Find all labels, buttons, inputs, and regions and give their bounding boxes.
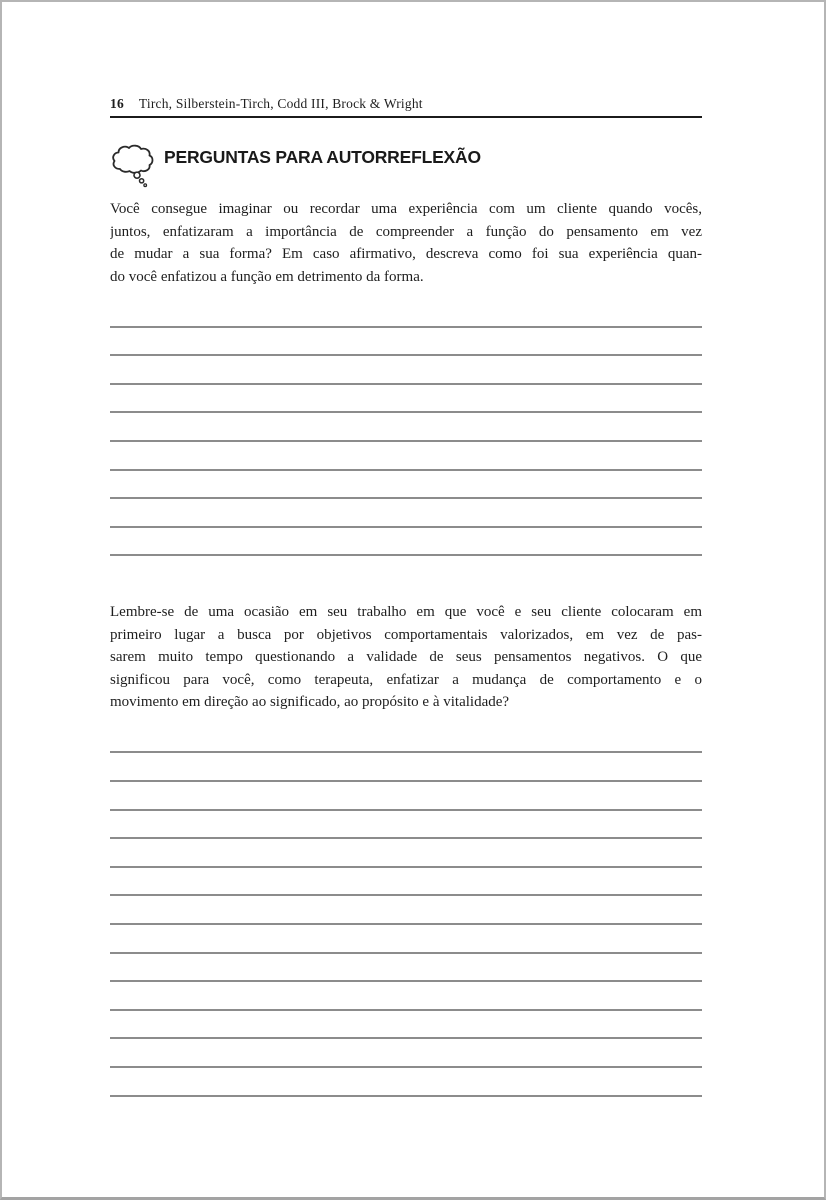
paragraph-line: movimento em direção ao significado, ao propósito e à vitalidade? [110,694,510,711]
question-paragraph [110,601,702,714]
running-title: Tirch, Silberstein-Tirch, Codd III, Brock & Wright [138,96,423,111]
answer-writing-line [110,471,702,500]
paragraph-line: Lembre-se de uma ocasião em seu trabalho em que você e seu cliente colocaram em [110,604,702,621]
answer-writing-line [110,725,702,754]
answer-lines-block [110,299,702,556]
paragraph-line: primeiro lugar a busca por objetivos comportamentais valorizados, em vez de pas- [110,626,702,643]
answer-writing-line [110,753,702,782]
answer-writing-line [110,1039,702,1068]
thought-bubble-icon [110,142,156,188]
paragraph-line: sarem muito tempo questionando a validade de seus pensamentos negativos. O que [110,649,702,666]
answer-writing-line [110,925,702,954]
answer-writing-line [110,528,702,557]
answer-writing-line [110,839,702,868]
answer-writing-line [110,896,702,925]
page-number: 16 [110,96,124,111]
page-content [110,2,702,1097]
answer-writing-line [110,328,702,357]
answer-writing-line [110,356,702,385]
answer-writing-line [110,982,702,1011]
answer-writing-line [110,954,702,983]
answer-writing-line [110,782,702,811]
paragraph-line: Você consegue imaginar ou recordar uma experiência com um cliente quando vocês, [110,201,702,217]
answer-writing-line [110,499,702,528]
section-title: PERGUNTAS PARA AUTORREFLEXÃO [164,147,481,167]
answer-lines-block [110,725,702,1097]
answer-writing-line [110,868,702,897]
paragraph-line: juntos, enfatizaram a importância de compreender a função do pensamento em vez [110,223,702,240]
question-paragraph [110,198,702,288]
answer-writing-line [110,413,702,442]
answer-writing-line [110,1068,702,1097]
answer-writing-line [110,1011,702,1040]
paragraph-line: significou para você, como terapeuta, enfatizar a mudança de comportamento e o [110,671,702,688]
paragraph-line: de mudar a sua forma? Em caso afirmativo, descreva como foi sua experiência quan- [110,246,702,262]
section-heading [110,142,702,188]
answer-writing-line [110,811,702,840]
answer-writing-line [110,385,702,414]
header-rule [110,116,702,118]
answer-writing-line [110,442,702,471]
running-header [110,96,702,112]
answer-writing-line [110,299,702,328]
paragraph-line: do você enfatizou a função em detrimento da forma. [110,268,424,285]
